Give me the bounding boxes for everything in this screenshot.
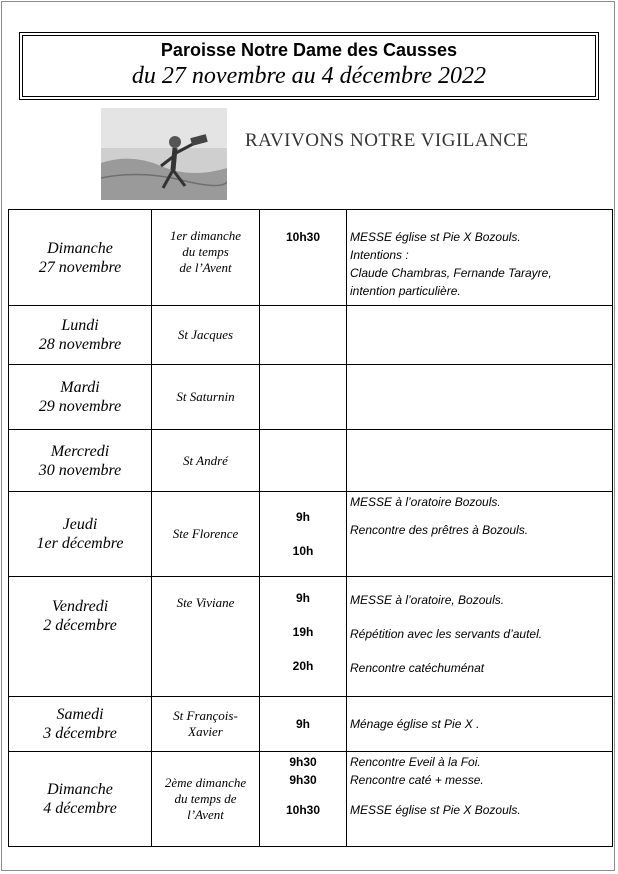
event-text: Répétition avec les servants d’autel. bbox=[350, 627, 543, 641]
saint-cell bbox=[152, 306, 260, 365]
event-text: Rencontre des prêtres à Bozouls. bbox=[350, 523, 529, 537]
event-text: Rencontre caté + messe. bbox=[350, 773, 484, 787]
schedule-row bbox=[9, 210, 613, 306]
time-cell bbox=[260, 210, 347, 306]
saint-line: 2ème dimanche bbox=[164, 775, 247, 790]
vigilance-illustration bbox=[101, 108, 227, 200]
event-time: 10h30 bbox=[285, 803, 321, 817]
day-cell bbox=[9, 492, 152, 577]
saint-line: Xavier bbox=[188, 724, 223, 739]
parish-title: Paroisse Notre Dame des Causses bbox=[160, 40, 458, 60]
day-name: Vendredi bbox=[51, 598, 109, 615]
saint-line: St François- bbox=[173, 708, 238, 723]
day-cell bbox=[9, 697, 152, 752]
day-cell bbox=[9, 306, 152, 365]
event-text: intention particulière. bbox=[350, 284, 461, 298]
day-date: 2 décembre bbox=[43, 617, 117, 634]
event-text: Ménage église st Pie X . bbox=[350, 717, 480, 731]
saint-cell bbox=[152, 365, 260, 430]
event-time: 20h bbox=[292, 659, 314, 673]
day-date: 29 novembre bbox=[38, 398, 122, 415]
schedule-row bbox=[9, 492, 613, 577]
event-time: 9h30 bbox=[289, 755, 317, 769]
event-text: Intentions : bbox=[350, 248, 409, 262]
day-cell bbox=[9, 430, 152, 492]
time-cell bbox=[260, 492, 347, 577]
day-cell bbox=[9, 752, 152, 847]
saint-cell bbox=[152, 752, 260, 847]
day-cell bbox=[9, 365, 152, 430]
event-time: 9h30 bbox=[289, 773, 317, 787]
day-name: Dimanche bbox=[47, 781, 113, 798]
event-cell bbox=[347, 210, 613, 306]
event-cell bbox=[347, 365, 613, 430]
day-name: Mercredi bbox=[50, 442, 110, 460]
saint-line: de l’Avent bbox=[179, 260, 232, 275]
day-name: Mardi bbox=[60, 379, 100, 396]
event-cell bbox=[347, 752, 613, 847]
event-time: 10h30 bbox=[285, 230, 321, 244]
day-date: 27 novembre bbox=[38, 258, 122, 276]
saint-cell bbox=[152, 697, 260, 752]
saint-cell bbox=[152, 210, 260, 306]
day-name: Dimanche bbox=[47, 239, 113, 257]
saint-line: 1er dimanche bbox=[169, 228, 242, 243]
day-date: 4 décembre bbox=[43, 800, 117, 817]
schedule-row bbox=[9, 365, 613, 430]
event-text: Rencontre Eveil à la Foi. bbox=[350, 755, 481, 769]
event-time: 10h bbox=[292, 544, 314, 558]
event-text: MESSE église st Pie X Bozouls. bbox=[350, 230, 521, 244]
saint-line: St Saturnin bbox=[176, 389, 235, 404]
saint-line: St Jacques bbox=[177, 327, 234, 342]
day-date: 3 décembre bbox=[43, 725, 117, 742]
saint-line: du temps de bbox=[174, 791, 237, 806]
time-cell bbox=[260, 430, 347, 492]
event-text: MESSE à l’oratoire Bozouls. bbox=[350, 495, 501, 509]
event-cell bbox=[347, 697, 613, 752]
event-time: 19h bbox=[292, 625, 314, 639]
event-cell bbox=[347, 430, 613, 492]
event-text: Rencontre catéchuménat bbox=[350, 661, 485, 675]
time-cell bbox=[260, 577, 347, 697]
time-cell bbox=[260, 697, 347, 752]
saint-cell bbox=[152, 492, 260, 577]
event-cell bbox=[347, 577, 613, 697]
time-cell bbox=[260, 306, 347, 365]
saint-line: Ste Florence bbox=[172, 526, 239, 541]
day-name: Jeudi bbox=[62, 516, 98, 533]
saint-cell bbox=[152, 577, 260, 697]
saint-line: l’Avent bbox=[187, 807, 224, 822]
date-range: du 27 novembre au 4 décembre 2022 bbox=[131, 63, 487, 89]
day-cell bbox=[9, 577, 152, 697]
saint-line: Ste Viviane bbox=[176, 595, 235, 610]
event-time: 9h bbox=[295, 717, 310, 731]
saint-line: St André bbox=[183, 452, 228, 468]
time-cell bbox=[260, 365, 347, 430]
event-text: Claude Chambras, Fernande Tarayre, bbox=[350, 266, 552, 280]
event-text: MESSE à l’oratoire, Bozouls. bbox=[350, 593, 505, 607]
day-date: 28 novembre bbox=[38, 336, 122, 353]
schedule-row bbox=[9, 577, 613, 697]
event-text: MESSE église st Pie X Bozouls. bbox=[350, 803, 521, 817]
schedule-row bbox=[9, 430, 613, 492]
event-time: 9h bbox=[295, 510, 310, 524]
day-name: Samedi bbox=[56, 706, 104, 723]
schedule-row bbox=[9, 306, 613, 365]
weekly-schedule-table bbox=[8, 209, 613, 847]
day-cell bbox=[9, 210, 152, 306]
saint-cell bbox=[152, 430, 260, 492]
event-time: 9h bbox=[295, 591, 310, 605]
schedule-row bbox=[9, 752, 613, 847]
header-box bbox=[19, 32, 599, 100]
event-cell bbox=[347, 306, 613, 365]
theme-title: RAVIVONS NOTRE VIGILANCE bbox=[245, 130, 529, 151]
saint-line: du temps bbox=[182, 244, 229, 259]
time-cell bbox=[260, 752, 347, 847]
schedule-row bbox=[9, 697, 613, 752]
day-name: Lundi bbox=[61, 317, 99, 334]
event-cell bbox=[347, 492, 613, 577]
day-date: 1er décembre bbox=[36, 535, 124, 552]
day-date: 30 novembre bbox=[38, 461, 122, 479]
